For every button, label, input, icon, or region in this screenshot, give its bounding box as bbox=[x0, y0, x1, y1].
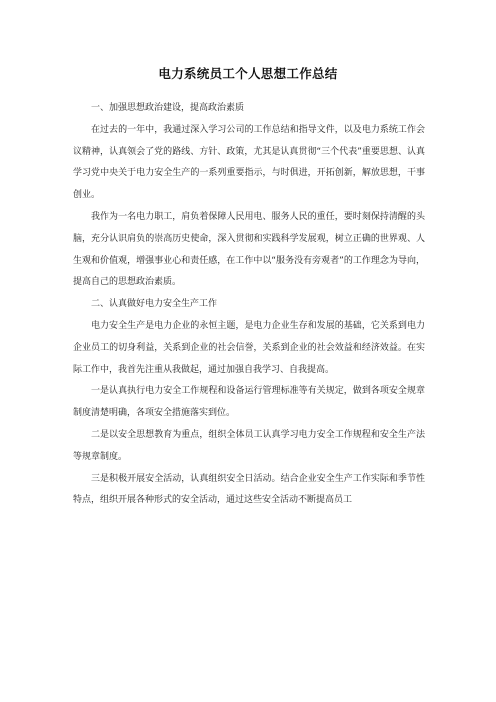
paragraph-1: 在过去的一年中，我通过深入学习公司的工作总结和指导文件，以及电力系统工作会议精神，认真领会了党的路线、方针、政策，尤其是认真贯彻“三个代表”重要思想、认真学习党中央关于电力安全生产的一系列重要指示，与时俱进，开拓创新，解放思想，干事创业。 bbox=[73, 124, 425, 201]
section-heading-1: 一、加强思想政治建设，提高政治素质 bbox=[91, 103, 245, 113]
paragraph-5: 二是以安全思想教育为重点，组织全体员工认真学习电力安全工作规程和安全生产法等规章制度。 bbox=[73, 429, 425, 462]
paragraph-2: 我作为一名电力职工，肩负着保障人民用电、服务人民的重任，要时刻保持清醒的头脑，充分认识肩负的崇高历史使命，深入贯彻和实践科学发展观，树立正确的世界观、人生观和价值观，增强事业心和责任感，在工作中以“服务没有旁观者”的工作理念为导向，提高自己的思想政治素质。 bbox=[73, 211, 425, 288]
section-heading-2: 二、认真做好电力安全生产工作 bbox=[91, 299, 218, 310]
document-title: 电力系统员工个人思想工作总结 bbox=[158, 66, 338, 81]
paragraph-4: 一是认真执行电力安全工作规程和设备运行管理标准等有关规定，做到各项安全规章制度清楚明确，各项安全措施落实到位。 bbox=[73, 386, 425, 419]
paragraph-6: 三是积极开展安全活动，认真组织安全日活动。结合企业安全生产工作实际和季节性特点，组织开展各种形式的安全活动，通过这些安全活动不断提高员工 bbox=[73, 473, 425, 506]
paragraph-3: 电力安全生产是电力企业的永恒主题，是电力企业生存和发展的基础，它关系到电力企业员工的切身利益，关系到企业的社会信誉，关系到企业的社会效益和经济效益。在实际工作中，我首先注重从我做起，通过加强自我学习、自我提高。 bbox=[73, 320, 425, 375]
document-body bbox=[73, 98, 425, 512]
